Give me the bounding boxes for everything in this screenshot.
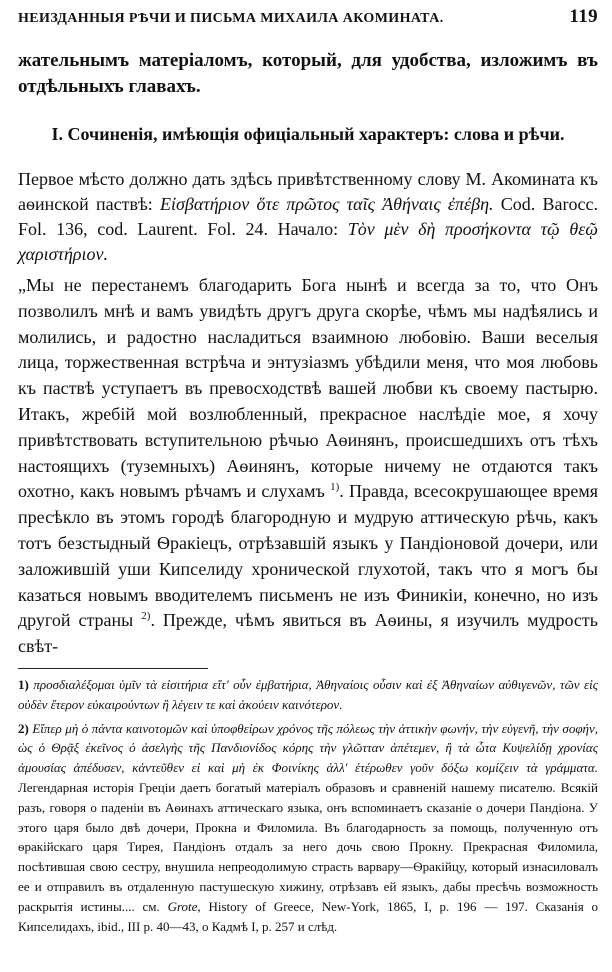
- footnote-1-mark: 1): [18, 676, 29, 692]
- quotation-paragraph: [18, 273, 598, 660]
- page-number: 119: [569, 6, 598, 27]
- footnote-2-cite-rest: , History of Greece, New-York, 1865, I, p. 196 — 197. Сказанія о Кипселидахъ, ibid., III p. 40—43, о Кадмѣ I, p. 257 и слѣд.: [18, 898, 598, 934]
- section-heading: I. Сочиненія, имѣющія офиціальный характеръ: слова и рѣчи.: [51, 124, 565, 144]
- running-head-title: НЕИЗДАННЫЯ РѢЧИ И ПИСЬМА МИХАИЛА АКОМИНАТА.: [18, 11, 444, 26]
- footnote-2-text: Легендарная исторія Грецiи даетъ богатый матеріалъ образовъ и сравненій нашему писателю. Всякій разъ, говоря о паденіи въ Аѳинахъ аттическаго языка, онъ вспоминаетъ сказаніе о дочери Пандіона. У этого царя было двѣ дочери, Прокна и Филомила. Въ благодарность за помощь, полученную отъ ѳракійскаго царя Тирея, Пандіонъ отдалъ за него дочь свою Прокну. Прекрасная Филомила, посѣтившая свою сестру, внушила непреодолимую страсть варвару—Ѳракійцу, который изнасиловалъ ее и отправилъ въ отдаленную пастушескую хижину, отрѣзавъ ей языкъ, дабы пресѣчь возможность раскрытія истины.... см.: [18, 779, 598, 914]
- quote-part-2: . Правда, всесокрушающее время пресѣкло въ этомъ городѣ благородную и мудрую аттическую рѣчь, какъ тотъ безстыдный Ѳракіецъ, отрѣзавшій языкъ у Пандіоновой дочери, или заложившій уши Кипселиду хронической глухотой, такъ что я могъ бы казаться новымъ вводителемъ письменъ не изъ Финикіи, конечно, но изъ другой страны: [18, 481, 598, 631]
- quote-part-3: . Прежде, чѣмъ явиться въ Аѳины, я изучилъ мудрость свѣт-: [18, 610, 598, 657]
- running-head: [18, 6, 598, 28]
- footnote-1: [18, 675, 598, 715]
- intro-paragraph: [18, 167, 598, 267]
- footnote-ref-1: 1): [330, 481, 340, 494]
- footnote-ref-2: 2): [141, 610, 151, 623]
- footnote-2-cite-author: Grote: [167, 898, 198, 914]
- footnote-2: [18, 719, 598, 937]
- intro-greek-title: Εἰσβατήριον ὅτε πρῶτος ταῖς Ἀθήναις ἐπέβη.: [159, 194, 494, 214]
- intro-text-1: Первое мѣсто должно дать здѣсь привѣтственному слову М. Акомината къ аѳинской паствѣ:: [18, 169, 598, 214]
- footnote-1-greek: προσδιαλέξομαι ὑμῖν τὰ εἰσιτήρια εἴτ' οὖν ἐμβατήρια, Ἀθηναίοις οὖσιν καὶ ἐξ Ἀθηναίων αὐθιγενῶν, τῶν εἰς οὐδὲν ἕτερον εὐκαιρούντων ἢ λέγειν τε καὶ ἀκούειν καινότερον.: [18, 676, 598, 712]
- footnote-2-greek: Εἴπερ μὴ ὁ πάντα καινοτομῶν καὶ ὑποφθείρων χρόνος τῆς πόλεως τὴν ἀττικὴν φωνήν, τὴν εὐγενῆ, τὴν σοφήν, ὡς ὁ Θρᾷξ ἐκεῖνος ὁ ἀσελγὴς τῆς Πανδιονίδος κόρης τὴν γλῶτταν ἀπέτεμεν, ἢ τὰ ὦτα Κυψελίδῃ χρονίας ἀμουσίας ἀπέδυσεν, κἀντεῦθεν εἰ καὶ μὴ ἐκ Φοινίκης ἀλλ' ἑτέρωθεν γοῦν δόξω κομίζειν τὰ γράμματα.: [18, 720, 599, 776]
- intro-text-2: Cod. Barocc. Fol. 136, cod. Laurent. Fol. 24. Начало:: [18, 194, 598, 239]
- footnote-2-mark: 2): [18, 720, 29, 736]
- quote-part-1: „Мы не перестанемъ благодарить Бога нынѣ и всегда за то, что Онъ позволилъ мнѣ и вамъ увидѣть другъ друга скорѣе, чѣмъ мы надѣялись и молились, и радостно насладиться взаимною любовію. Ваши веселыя лица, торжественная встрѣча и энтузіазмъ убѣдили меня, что моя любовь къ паствѣ уступаетъ въ превосходствѣ вашей любви къ своему пастырю. Итакъ, жребій мой возлюбленный, прекрасное наслѣдіе мое, я хочу привѣтствовать вступительною рѣчью Аѳинянъ, происшедшихъ отъ тѣхъ настоящихъ (туземныхъ) Аѳинянъ, которые ничему не отдаются такъ охотно, какъ новымъ рѣчамъ и слухамъ: [18, 275, 598, 502]
- intro-greek-incipit: Τὸν μὲν δὴ προσήκοντα τῷ θεῷ χαριστήριον.: [18, 219, 598, 264]
- footnote-rule: [18, 668, 208, 669]
- continuation-paragraph: жательнымъ матеріаломъ, который, для удобства, изложимъ въ отдѣльныхъ главахъ.: [18, 50, 598, 97]
